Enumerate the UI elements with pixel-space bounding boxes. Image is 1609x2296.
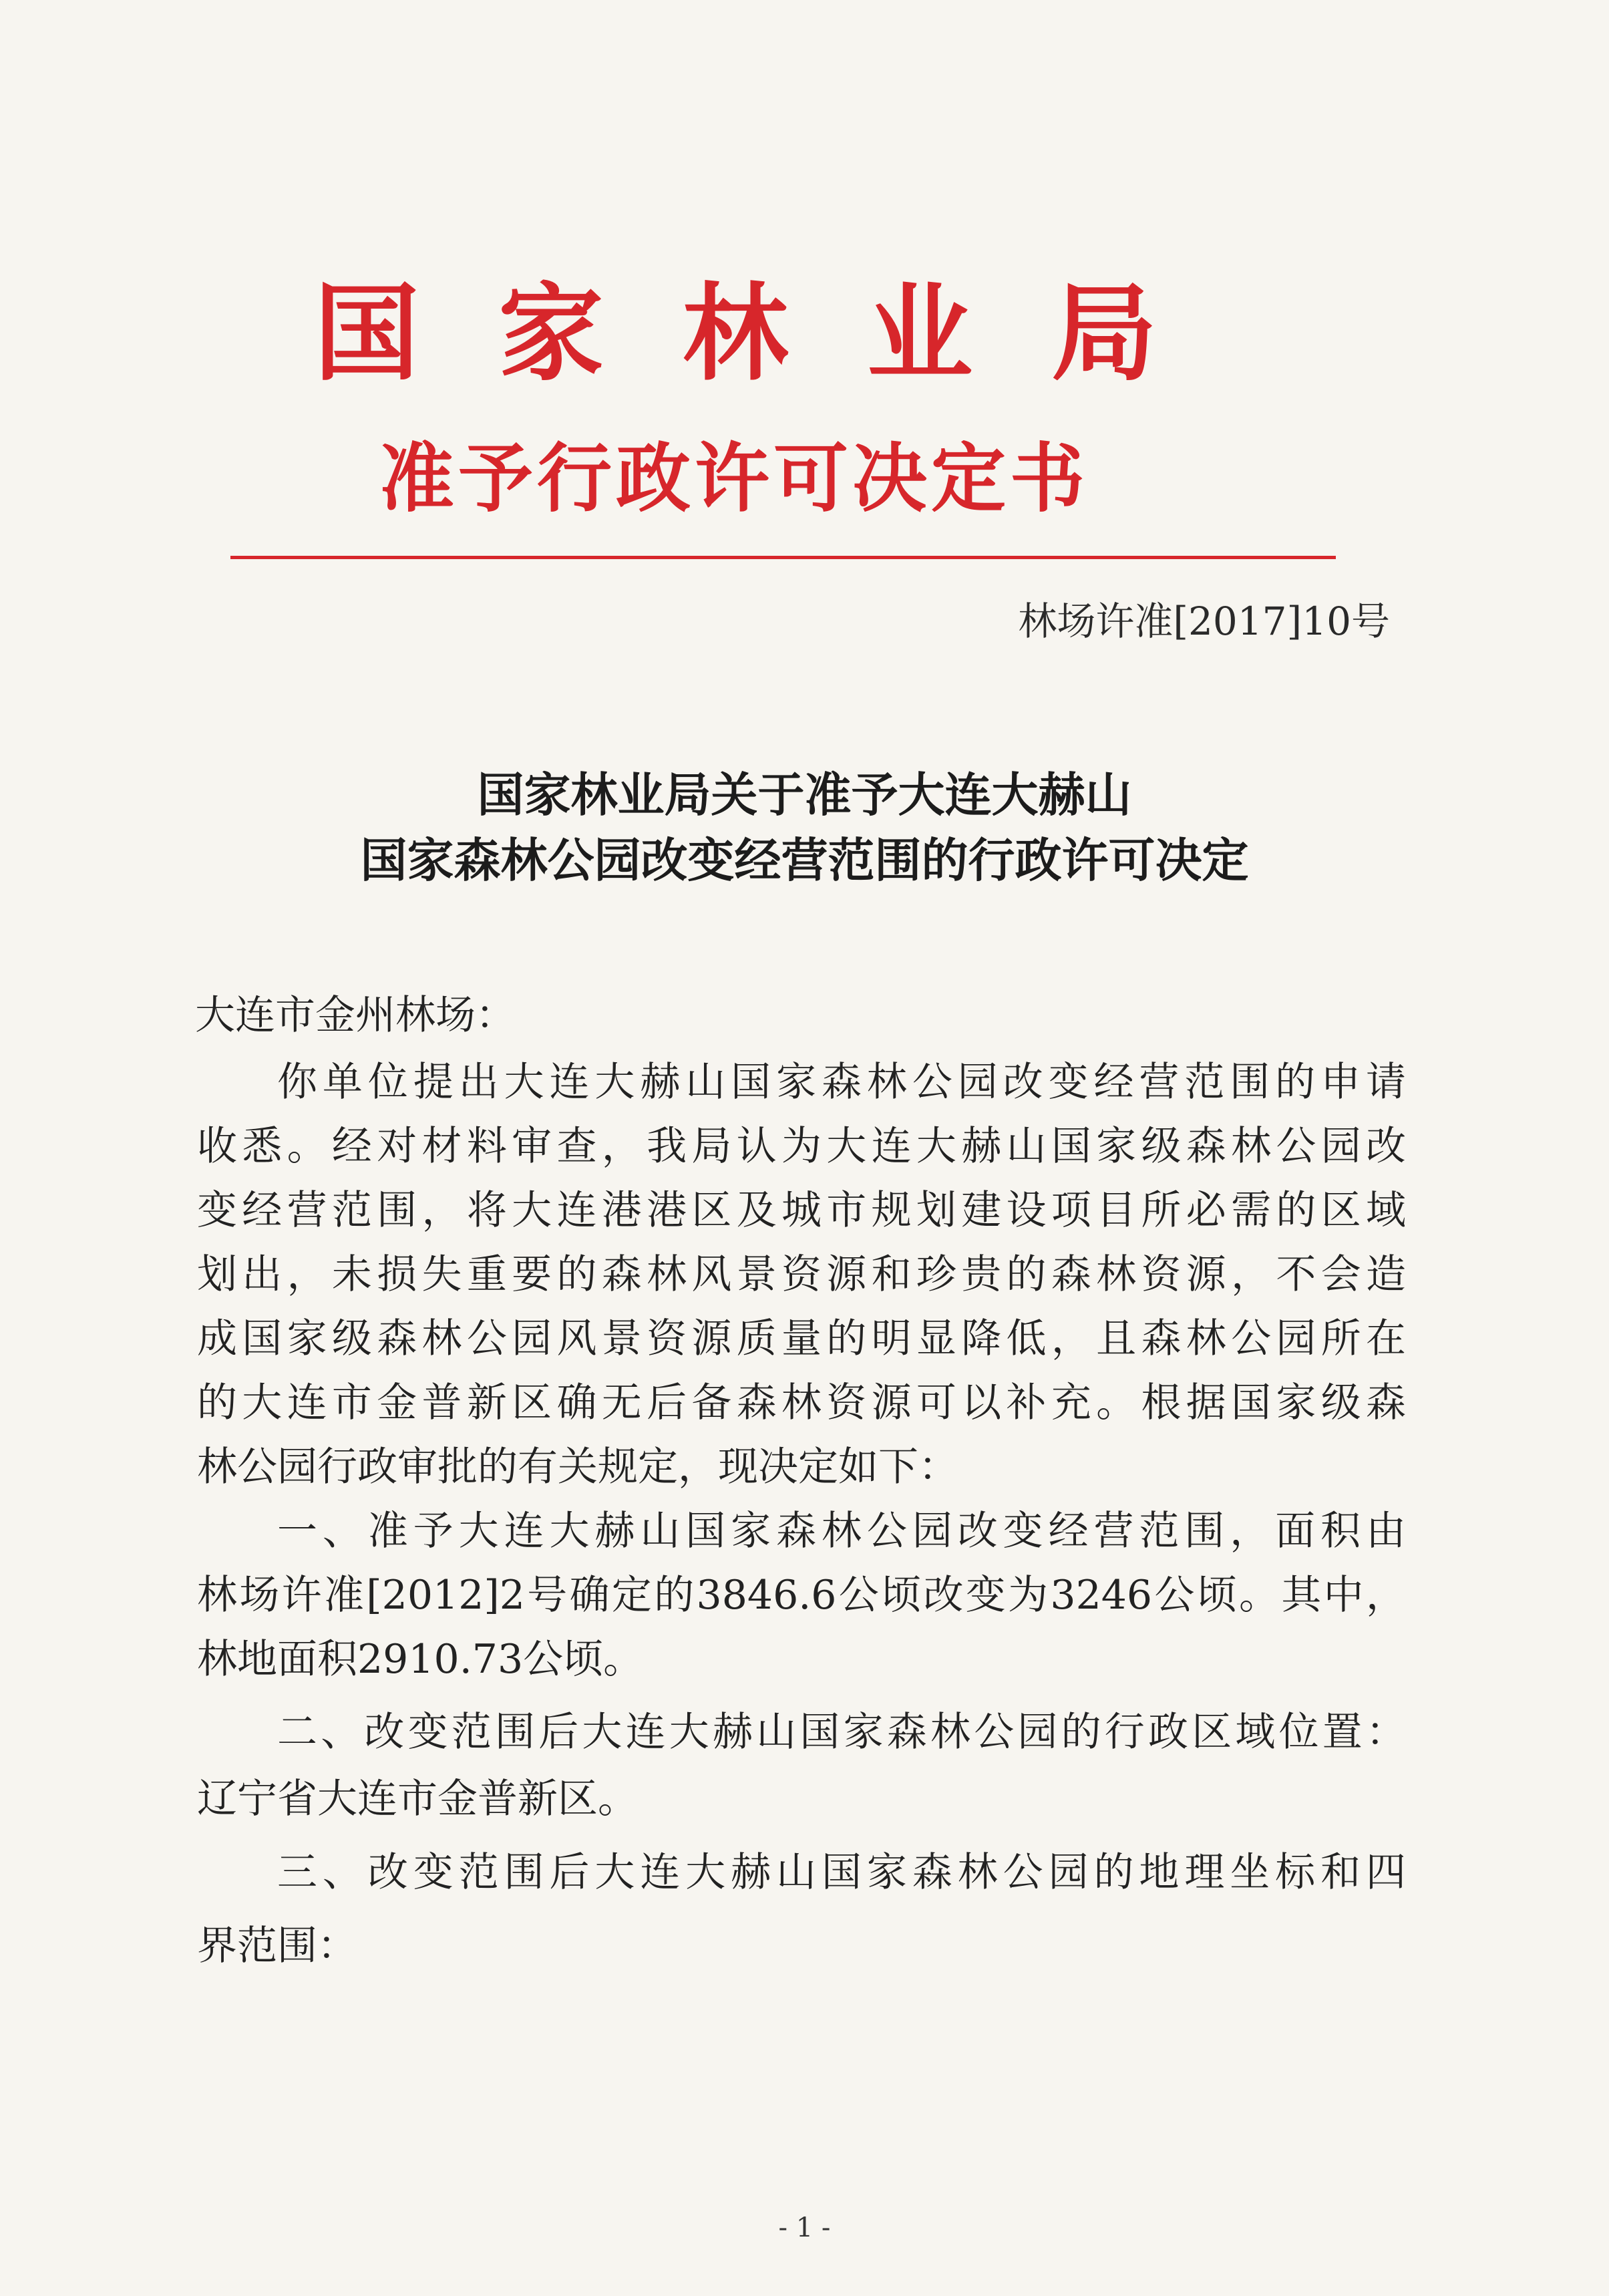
body-line: 成国家级森林公园风景资源质量的明显降低，且森林公园所在 bbox=[197, 1315, 1406, 1362]
body-line: 收悉。经对材料审查，我局认为大连大赫山国家级森林公园改 bbox=[197, 1123, 1406, 1170]
page-number: - 1 - bbox=[778, 2212, 831, 2243]
body-line: 林地面积2910.73公顷。 bbox=[197, 1636, 644, 1683]
document-number: 林场许准[2017]10号 bbox=[1018, 599, 1390, 644]
body-line: 林公园行政审批的有关规定，现决定如下： bbox=[197, 1444, 958, 1490]
document-title-line-1: 国家林业局关于准予大连大赫山 bbox=[477, 767, 1132, 822]
body-line: 辽宁省大连市金普新区。 bbox=[197, 1776, 638, 1822]
body-line: 你单位提出大连大赫山国家森林公园改变经营范围的申请 bbox=[277, 1059, 1406, 1106]
body-line: 变经营范围，将大连港港区及城市规划建设项目所必需的区域 bbox=[197, 1187, 1406, 1234]
document-type-header: 准予行政许可决定书 bbox=[379, 436, 1089, 522]
body-line: 的大连市金普新区确无后备森林资源可以补充。根据国家级森 bbox=[197, 1379, 1406, 1426]
body-line: 一、准予大连大赫山国家森林公园改变经营范围，面积由 bbox=[277, 1508, 1406, 1554]
body-line: 林场许准[2012]2号确定的3846.6公顷改变为3246公顷。其中， bbox=[197, 1572, 1406, 1619]
recipient-salutation: 大连市金州林场： bbox=[195, 992, 516, 1039]
issuing-authority-header: 国家林业局 bbox=[314, 273, 1236, 395]
body-line: 二、改变范围后大连大赫山国家森林公园的行政区域位置： bbox=[277, 1709, 1406, 1756]
red-divider-line bbox=[230, 556, 1336, 559]
body-line: 划出，未损失重要的森林风景资源和珍贵的森林资源，不会造 bbox=[197, 1251, 1406, 1298]
body-line: 界范围： bbox=[197, 1923, 357, 1969]
body-line: 三、改变范围后大连大赫山国家森林公园的地理坐标和四 bbox=[277, 1849, 1406, 1896]
document-title-line-2: 国家森林公园改变经营范围的行政许可决定 bbox=[360, 832, 1249, 888]
